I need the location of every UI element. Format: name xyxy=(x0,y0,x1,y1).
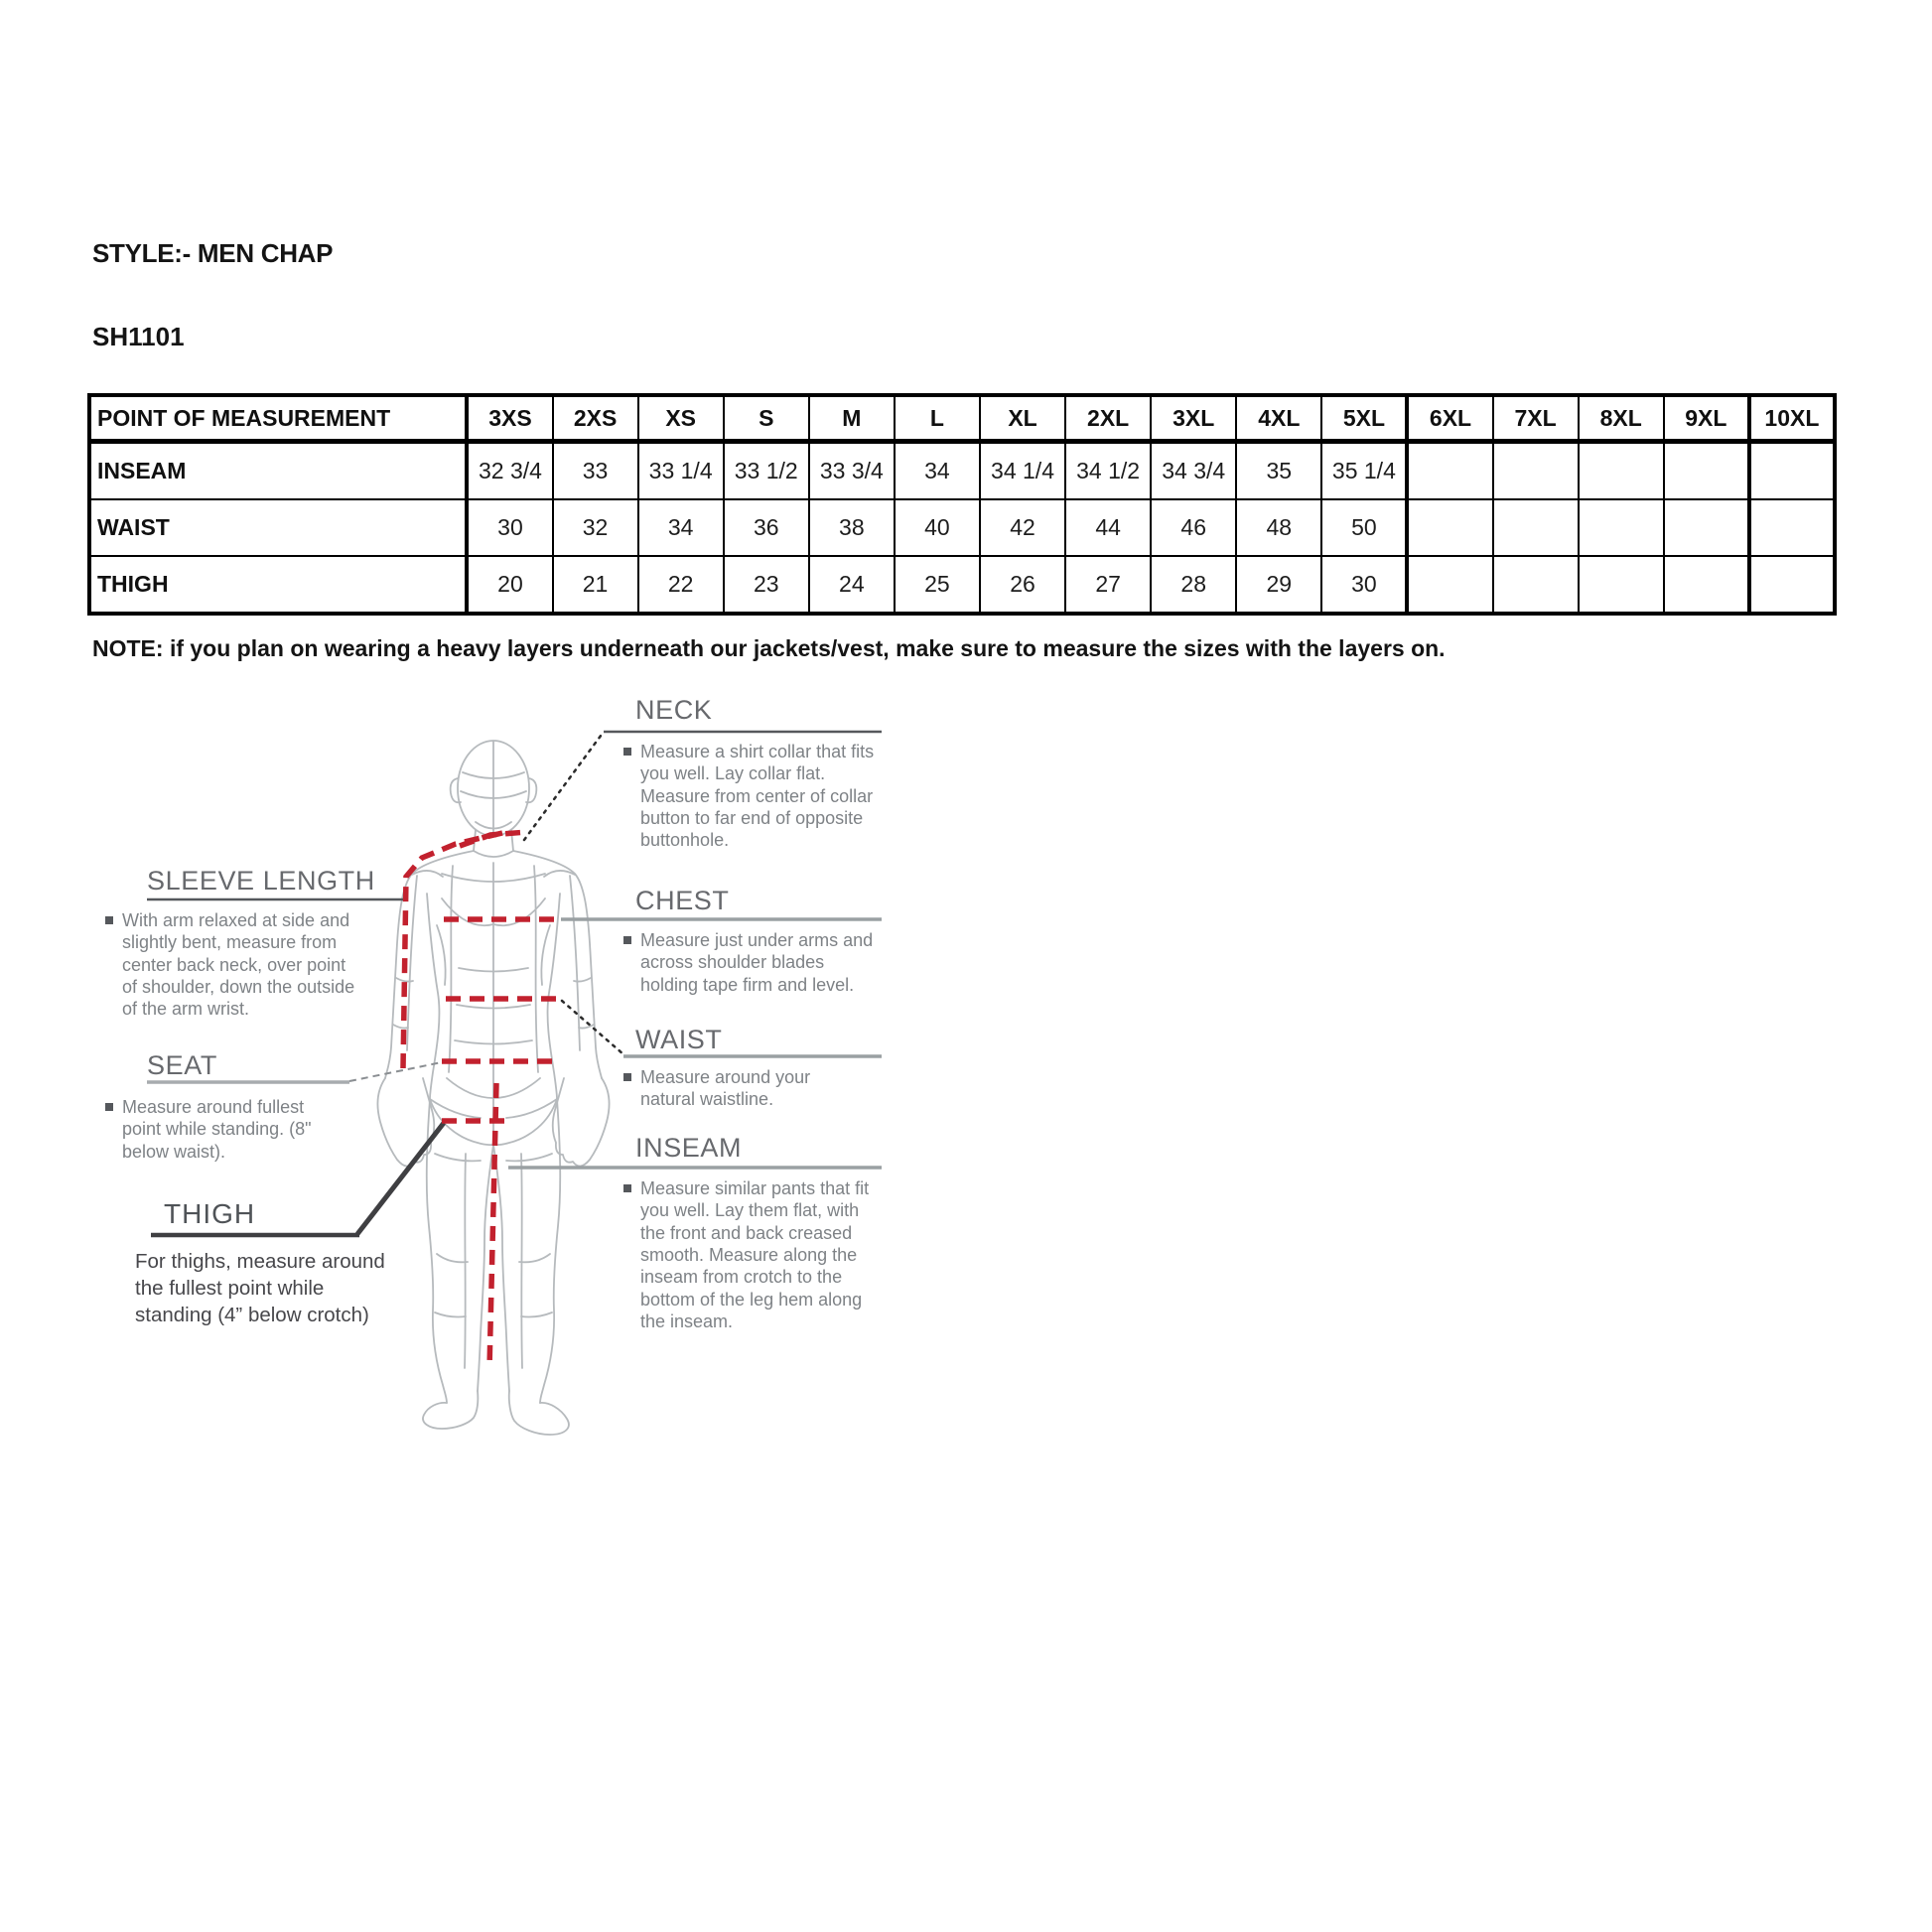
cell-thigh-2xs: 21 xyxy=(553,556,638,614)
cell-waist-5xl: 50 xyxy=(1321,499,1407,556)
thigh-label: THIGH xyxy=(164,1198,256,1229)
seat-label: SEAT xyxy=(147,1050,217,1080)
bullet-square-icon xyxy=(105,1103,113,1111)
cell-waist-6xl xyxy=(1407,499,1492,556)
cell-inseam-10xl xyxy=(1749,442,1835,500)
thigh-description: For thighs, measure around the fullest point while standing (4” below crotch) xyxy=(135,1250,385,1327)
cell-waist-xl: 42 xyxy=(980,499,1065,556)
measurement-dash-lines xyxy=(403,832,561,1368)
chest-description: Measure just under arms and across shoulder blades holding tape firm and level. xyxy=(623,929,884,996)
col-header-9xl: 9XL xyxy=(1664,395,1749,442)
model-number: SH1101 xyxy=(92,322,185,351)
waist-connector-line xyxy=(562,1001,623,1054)
cell-waist-8xl xyxy=(1579,499,1664,556)
sleeve-length-description: With arm relaxed at side and slightly bent, measure from center back neck, over point of shoulder, down the outside of the arm wrist. xyxy=(105,909,383,1021)
seat-description: Measure around fullest point while standing. (8" below waist). xyxy=(105,1096,334,1163)
table-row-waist xyxy=(89,499,1835,556)
col-header-10xl: 10XL xyxy=(1749,395,1835,442)
cell-inseam-6xl xyxy=(1407,442,1492,500)
cell-inseam-xs: 33 1/4 xyxy=(638,442,724,500)
cell-waist-3xl: 46 xyxy=(1151,499,1236,556)
cell-thigh-10xl xyxy=(1749,556,1835,614)
cell-waist-2xs: 32 xyxy=(553,499,638,556)
col-header-5xl: 5XL xyxy=(1321,395,1407,442)
col-header-s: S xyxy=(724,395,809,442)
cell-waist-s: 36 xyxy=(724,499,809,556)
page-title: STYLE:- MEN CHAP xyxy=(92,238,334,268)
table-header-row xyxy=(89,395,1835,442)
col-header-8xl: 8XL xyxy=(1579,395,1664,442)
cell-inseam-m: 33 3/4 xyxy=(809,442,895,500)
cell-thigh-2xl: 27 xyxy=(1065,556,1151,614)
cell-waist-2xl: 44 xyxy=(1065,499,1151,556)
bullet-square-icon xyxy=(105,916,113,924)
col-header-3xl: 3XL xyxy=(1151,395,1236,442)
cell-inseam-7xl xyxy=(1493,442,1579,500)
cell-inseam-l: 34 xyxy=(895,442,980,500)
cell-thigh-s: 23 xyxy=(724,556,809,614)
col-header-6xl: 6XL xyxy=(1407,395,1492,442)
col-header-2xl: 2XL xyxy=(1065,395,1151,442)
col-header-l: L xyxy=(895,395,980,442)
waist-description: Measure around your natural waistline. xyxy=(623,1066,852,1111)
cell-waist-3xs: 30 xyxy=(467,499,552,556)
neck-description: Measure a shirt collar that fits you well. Lay collar flat. Measure from center of collar button to far end of opposite buttonhole. xyxy=(623,741,884,852)
cell-inseam-2xl: 34 1/2 xyxy=(1065,442,1151,500)
sleeve-length-label: SLEEVE LENGTH xyxy=(147,866,375,896)
size-chart-table xyxy=(87,393,1837,616)
neck-label: NECK xyxy=(635,695,713,725)
table-row-inseam xyxy=(89,442,1835,500)
bullet-square-icon xyxy=(623,1073,631,1081)
cell-thigh-5xl: 30 xyxy=(1321,556,1407,614)
row-label-inseam: INSEAM xyxy=(89,442,467,500)
cell-thigh-6xl xyxy=(1407,556,1492,614)
col-header-m: M xyxy=(809,395,895,442)
bullet-square-icon xyxy=(623,936,631,944)
inseam-description: Measure similar pants that fit you well. Lay them flat, with the front and back creased smooth. Measure along the inseam from crotch to the bottom of the leg hem along the inseam. xyxy=(623,1177,884,1332)
inseam-label: INSEAM xyxy=(635,1133,743,1163)
col-header-4xl: 4XL xyxy=(1236,395,1321,442)
row-label-thigh: THIGH xyxy=(89,556,467,614)
thigh-connector-line xyxy=(357,1123,444,1234)
cell-thigh-l: 25 xyxy=(895,556,980,614)
row-label-waist: WAIST xyxy=(89,499,467,556)
col-header-7xl: 7XL xyxy=(1493,395,1579,442)
cell-waist-m: 38 xyxy=(809,499,895,556)
table-row-thigh xyxy=(89,556,1835,614)
cell-inseam-3xs: 32 3/4 xyxy=(467,442,552,500)
neck-dash-line xyxy=(460,832,527,846)
col-header-3xs: 3XS xyxy=(467,395,552,442)
cell-thigh-xl: 26 xyxy=(980,556,1065,614)
note-text: NOTE: if you plan on wearing a heavy layers underneath our jackets/vest, make sure to measure the sizes with the layers on. xyxy=(92,635,1446,661)
mannequin-wireframe xyxy=(377,741,609,1435)
cell-thigh-m: 24 xyxy=(809,556,895,614)
cell-waist-9xl xyxy=(1664,499,1749,556)
col-header-xs: XS xyxy=(638,395,724,442)
inseam-dash-line xyxy=(489,1083,496,1368)
cell-thigh-8xl xyxy=(1579,556,1664,614)
cell-waist-l: 40 xyxy=(895,499,980,556)
col-header-point-of-measurement: POINT OF MEASUREMENT xyxy=(89,395,467,442)
bullet-square-icon xyxy=(623,1184,631,1192)
cell-inseam-9xl xyxy=(1664,442,1749,500)
bullet-square-icon xyxy=(623,748,631,756)
chest-label: CHEST xyxy=(635,886,730,915)
cell-inseam-s: 33 1/2 xyxy=(724,442,809,500)
cell-inseam-4xl: 35 xyxy=(1236,442,1321,500)
cell-waist-4xl: 48 xyxy=(1236,499,1321,556)
seat-connector-line xyxy=(349,1062,442,1081)
cell-inseam-5xl: 35 1/4 xyxy=(1321,442,1407,500)
cell-thigh-4xl: 29 xyxy=(1236,556,1321,614)
cell-inseam-xl: 34 1/4 xyxy=(980,442,1065,500)
col-header-xl: XL xyxy=(980,395,1065,442)
cell-thigh-xs: 22 xyxy=(638,556,724,614)
cell-waist-10xl xyxy=(1749,499,1835,556)
cell-waist-xs: 34 xyxy=(638,499,724,556)
cell-inseam-3xl: 34 3/4 xyxy=(1151,442,1236,500)
cell-thigh-3xs: 20 xyxy=(467,556,552,614)
waist-label: WAIST xyxy=(635,1025,723,1054)
neck-connector-line xyxy=(524,732,604,840)
col-header-2xs: 2XS xyxy=(553,395,638,442)
cell-waist-7xl xyxy=(1493,499,1579,556)
connector-lines xyxy=(349,732,623,1234)
cell-inseam-8xl xyxy=(1579,442,1664,500)
cell-thigh-9xl xyxy=(1664,556,1749,614)
cell-thigh-7xl xyxy=(1493,556,1579,614)
cell-inseam-2xs: 33 xyxy=(553,442,638,500)
cell-thigh-3xl: 28 xyxy=(1151,556,1236,614)
sleeve-length-dash-line xyxy=(403,833,502,1068)
